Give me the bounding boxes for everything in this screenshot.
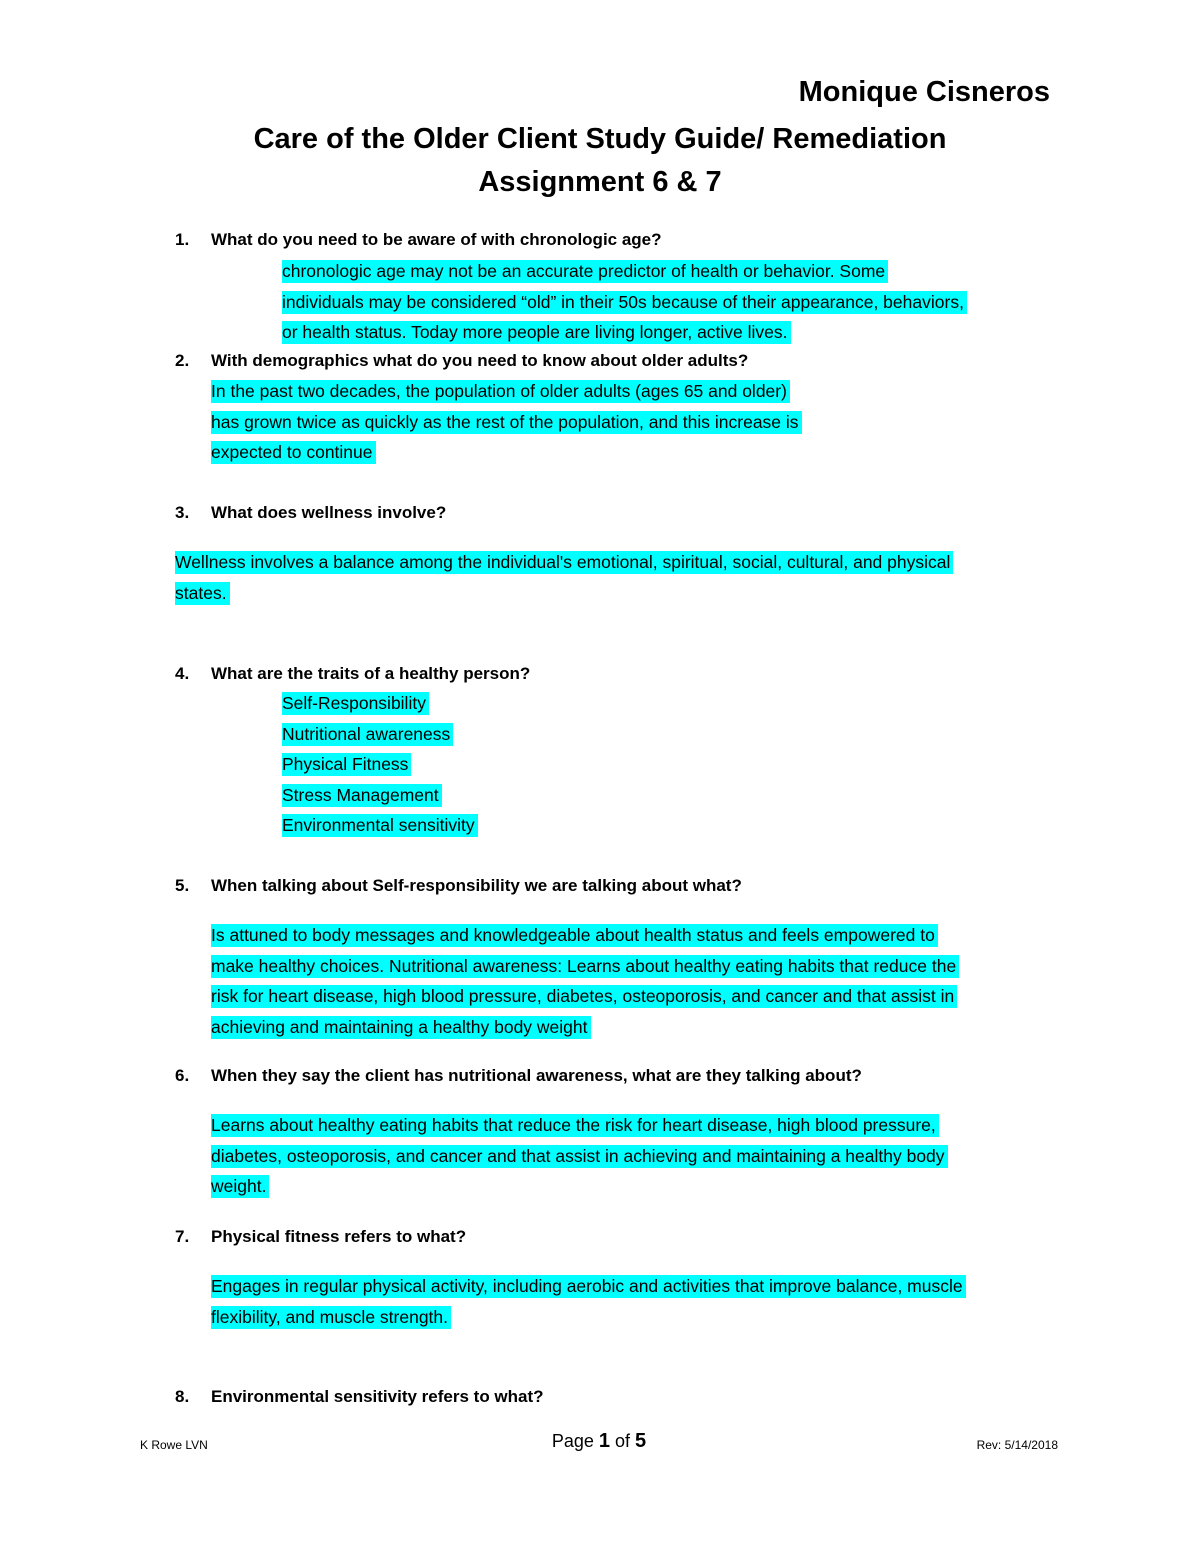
list-item: Environmental sensitivity (282, 814, 478, 837)
answer-4 (282, 688, 478, 841)
question-4: 4. What are the traits of a healthy person? (175, 664, 531, 683)
answer-3: Wellness involves a balance among the individual's emotional, spiritual, social, cultural, and physical states. (175, 547, 953, 608)
answer-7: Engages in regular physical activity, including aerobic and activities that improve balance, muscle flexibility, and muscle strength. (211, 1271, 966, 1332)
page-number: Page 1 of 5 (551, 1430, 647, 1452)
title-line-2: Assignment 6 & 7 (478, 166, 722, 198)
question-6: 6. When they say the client has nutritional awareness, what are they talking about? (175, 1066, 862, 1085)
question-3: 3. What does wellness involve? (175, 503, 447, 522)
list-item: Stress Management (282, 784, 442, 807)
list-item: Self-Responsibility (282, 692, 429, 715)
question-2: 2. With demographics what do you need to know about older adults? (175, 351, 749, 370)
answer-5: Is attuned to body messages and knowledgeable about health status and feels empowered to make healthy choices. Nutritional awareness: Learns about healthy eating habits that reduce the risk for heart disease, high blood pressure, diabetes, osteoporosis, and cancer and that assist in achieving and maintaining a healthy body weight (211, 920, 959, 1042)
footer-author: K Rowe LVN (140, 1438, 208, 1452)
answer-1: chronologic age may not be an accurate predictor of health or behavior. Some individuals may be considered “old” in their 50s because of their appearance, behaviors, or health status. Today more people are living longer, active lives. (282, 256, 967, 348)
page-footer (140, 1430, 1058, 1460)
title-line-1: Care of the Older Client Study Guide/ Remediation (253, 123, 947, 155)
list-item: Nutritional awareness (282, 723, 453, 746)
question-8: 8. Environmental sensitivity refers to what? (175, 1387, 544, 1406)
question-7: 7. Physical fitness refers to what? (175, 1227, 467, 1246)
page-title (0, 118, 1200, 204)
question-1: 1. What do you need to be aware of with chronologic age? (175, 230, 662, 249)
question-5: 5. When talking about Self-responsibility we are talking about what? (175, 876, 742, 895)
answer-2: In the past two decades, the population of older adults (ages 65 and older) has grown twice as quickly as the rest of the population, and this increase is expected to continue (211, 376, 802, 468)
author-name: Monique Cisneros (798, 76, 1050, 108)
list-item: Physical Fitness (282, 753, 411, 776)
answer-6: Learns about healthy eating habits that reduce the risk for heart disease, high blood pressure, diabetes, osteoporosis, and cancer and that assist in achieving and maintaining a healthy body weight. (211, 1110, 948, 1202)
footer-revision: Rev: 5/14/2018 (976, 1438, 1058, 1452)
